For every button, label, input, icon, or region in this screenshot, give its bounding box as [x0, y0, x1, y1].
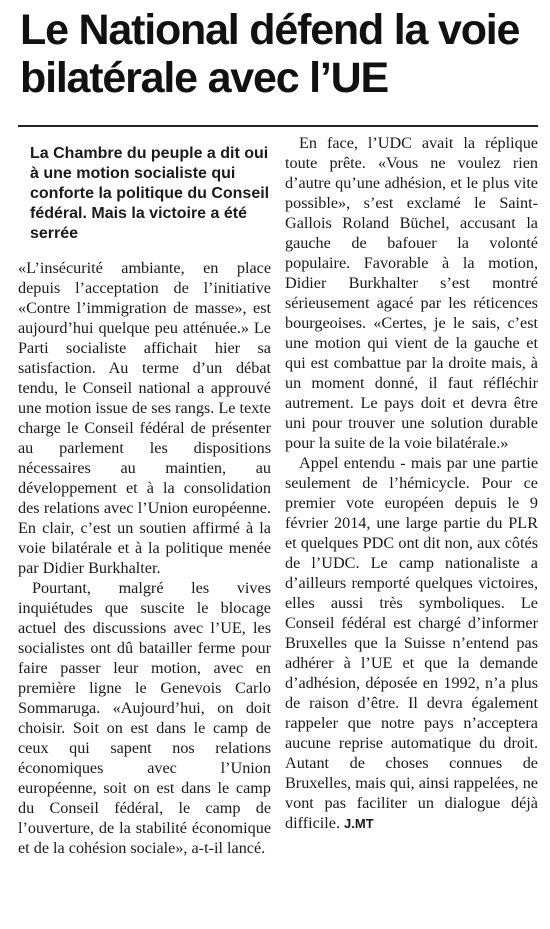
body-paragraph-last	[285, 453, 538, 834]
author-signature: J.MT	[344, 816, 374, 831]
body-paragraph: Pourtant, malgré les vives inquiétudes que suscite le blocage actuel des discussions avec l’UE, les socialistes ont dû batailler ferme pour faire passer leur motion, avec en première ligne le Genevois Carlo Sommaruga. «Aujourd’hui, on doit choisir. Soit on est dans le camp de ceux qui sapent nos relations économiques avec l’Union européenne, soit on est dans le camp du Conseil fédéral, le camp de l’ouverture, de la stabilité économique et de la cohésion sociale», a-t-il lancé.	[18, 579, 271, 857]
body-paragraph: En face, l’UDC avait la réplique toute prête. «Vous ne voulez rien d’autre qu’une adhésion, et le plus vite possible», s’est exclamé le Saint-Gallois Roland Büchel, accusant la gauche de bafouer la volonté populaire. Favorable à la motion, Didier Burkhalter s’est montré sérieusement agacé par les réticences bourgeoises. «Certes, je le sais, c’est une motion qui vient de la gauche et qui est combattue par la droite mais, à un moment donné, il faut réfléchir autrement. Le pays doit et devra être uni pour trouver une solution durable pour la suite de la voie bilatérale.»	[285, 134, 538, 452]
headline: Le National défend la voie bilatérale avec l’UE	[20, 6, 520, 102]
left-column	[18, 134, 271, 858]
body-paragraph-text: Appel entendu - mais par une partie seulement de l’hémicycle. Pour ce premier vote européen depuis le 9 février 2014, une large partie du PLR et quelques PDC ont dit non, aux côtés de l’UDC. Le camp nationaliste a d’ailleurs remporté quelques victoires, elles aussi très symboliques. Le Conseil fédéral est chargé d’informer Bruxelles que la Suisse n’entend pas adhérer à l’UE et que la demande d’adhésion, déposée en 1992, n’a plus de raison d’être. Il devra également rappeler que notre pays n’acceptera aucune reprise automatique du droit. Autant de choses connues de Bruxelles, mais qui, ainsi rappelées, ne vont pas faciliter un dialogue déjà difficile.	[285, 454, 538, 832]
lead-paragraph: La Chambre du peuple a dit oui à une motion socialiste qui conforte la politique du Conseil fédéral. Mais la victoire a été serrée	[30, 145, 270, 242]
headline-rule	[18, 125, 538, 127]
right-column	[285, 133, 538, 834]
body-paragraph: «L’insécurité ambiante, en place depuis l’acceptation de l’initiative «Contre l’immigration de masse», est aujourd’hui quelque peu atténuée.» Le Parti socialiste affichait hier sa satisfaction. Au terme d’un débat tendu, le Conseil national a approuvé une motion issue de ses rangs. Le texte charge le Conseil fédéral de présenter au parlement les dispositions nécessaires au maintien, au développement et à la consolidation des relations avec l’Union européenne. En clair, c’est un soutien affirmé à la voie bilatérale et à la politique menée par Didier Burkhalter.	[18, 259, 271, 577]
